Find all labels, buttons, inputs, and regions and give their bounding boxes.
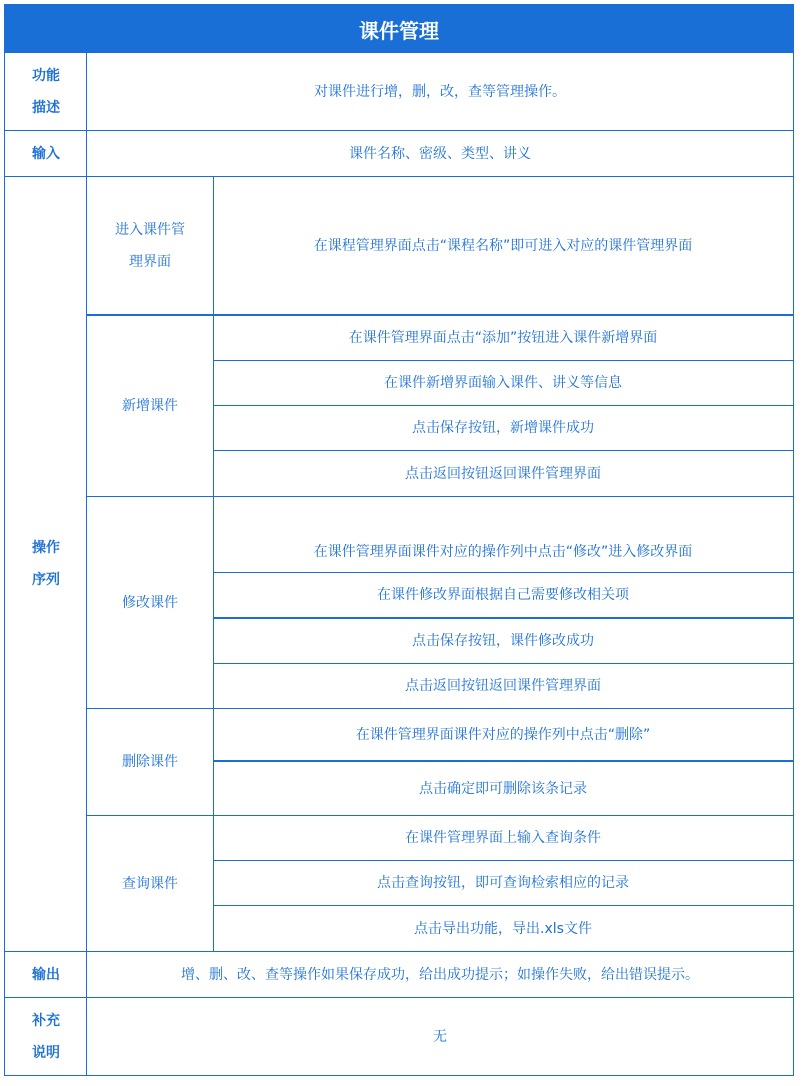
step-query-1: 在课件管理界面上输入查询条件 bbox=[405, 830, 601, 846]
group-name-edit: 修改课件 bbox=[122, 594, 178, 611]
step-query-2: 点击查询按钮，即可查询检索相应的记录 bbox=[377, 875, 629, 891]
desc-label-line1: 功能 bbox=[32, 67, 60, 84]
input-label: 输入 bbox=[32, 145, 60, 162]
group-name-query: 查询课件 bbox=[122, 875, 178, 892]
group-name-enter-line2: 理界面 bbox=[129, 254, 171, 270]
seq-label bbox=[5, 177, 87, 951]
group-name-enter bbox=[87, 177, 213, 315]
step-add-4: 点击返回按钮返回课件管理界面 bbox=[405, 465, 601, 482]
group-name-delete: 删除课件 bbox=[122, 754, 178, 770]
seq-label-line1: 操作 bbox=[32, 540, 60, 556]
group-name-add: 新增课件 bbox=[122, 398, 178, 414]
seq-label-line2: 序列 bbox=[32, 572, 60, 588]
note-label-line1: 补充 bbox=[32, 1012, 60, 1029]
step-edit-1: 在课件管理界面课件对应的操作列中点击“修改”进入修改界面 bbox=[313, 544, 693, 560]
step-add-1: 在课件管理界面点击“添加”按钮进入课件新增界面 bbox=[348, 330, 658, 346]
note-label bbox=[5, 998, 87, 1075]
step-add-3: 点击保存按钮，新增课件成功 bbox=[412, 420, 594, 436]
table-title: 课件管理 bbox=[5, 5, 793, 53]
output-value: 增、删、改、查等操作如果保存成功，给出成功提示；如操作失败，给出错误提示。 bbox=[181, 966, 699, 983]
step-delete-2: 点击确定即可删除该条记录 bbox=[419, 780, 587, 797]
input-value: 课件名称、密级、类型、讲义 bbox=[349, 145, 531, 162]
step-delete-1: 在课件管理界面课件对应的操作列中点击“删除” bbox=[355, 726, 651, 743]
step-enter-1: 在课程管理界面点击“课程名称”即可进入对应的课件管理界面 bbox=[313, 238, 693, 254]
desc-label bbox=[5, 53, 87, 130]
desc-value: 对课件进行增，删，改，查等管理操作。 bbox=[314, 83, 566, 100]
course-management-table bbox=[4, 4, 794, 1076]
note-value: 无 bbox=[433, 1028, 447, 1045]
output-label: 输出 bbox=[32, 966, 60, 983]
desc-label-line2: 描述 bbox=[32, 99, 60, 116]
step-edit-2: 在课件修改界面根据自己需要修改相关项 bbox=[377, 587, 629, 603]
step-edit-3: 点击保存按钮，课件修改成功 bbox=[412, 633, 594, 649]
step-add-2: 在课件新增界面输入课件、讲义等信息 bbox=[384, 375, 622, 391]
step-edit-4: 点击返回按钮返回课件管理界面 bbox=[405, 678, 601, 694]
note-label-line2: 说明 bbox=[32, 1044, 60, 1061]
step-query-3: 点击导出功能，导出.xls文件 bbox=[414, 920, 592, 937]
group-name-enter-line1: 进入课件管 bbox=[115, 222, 185, 238]
